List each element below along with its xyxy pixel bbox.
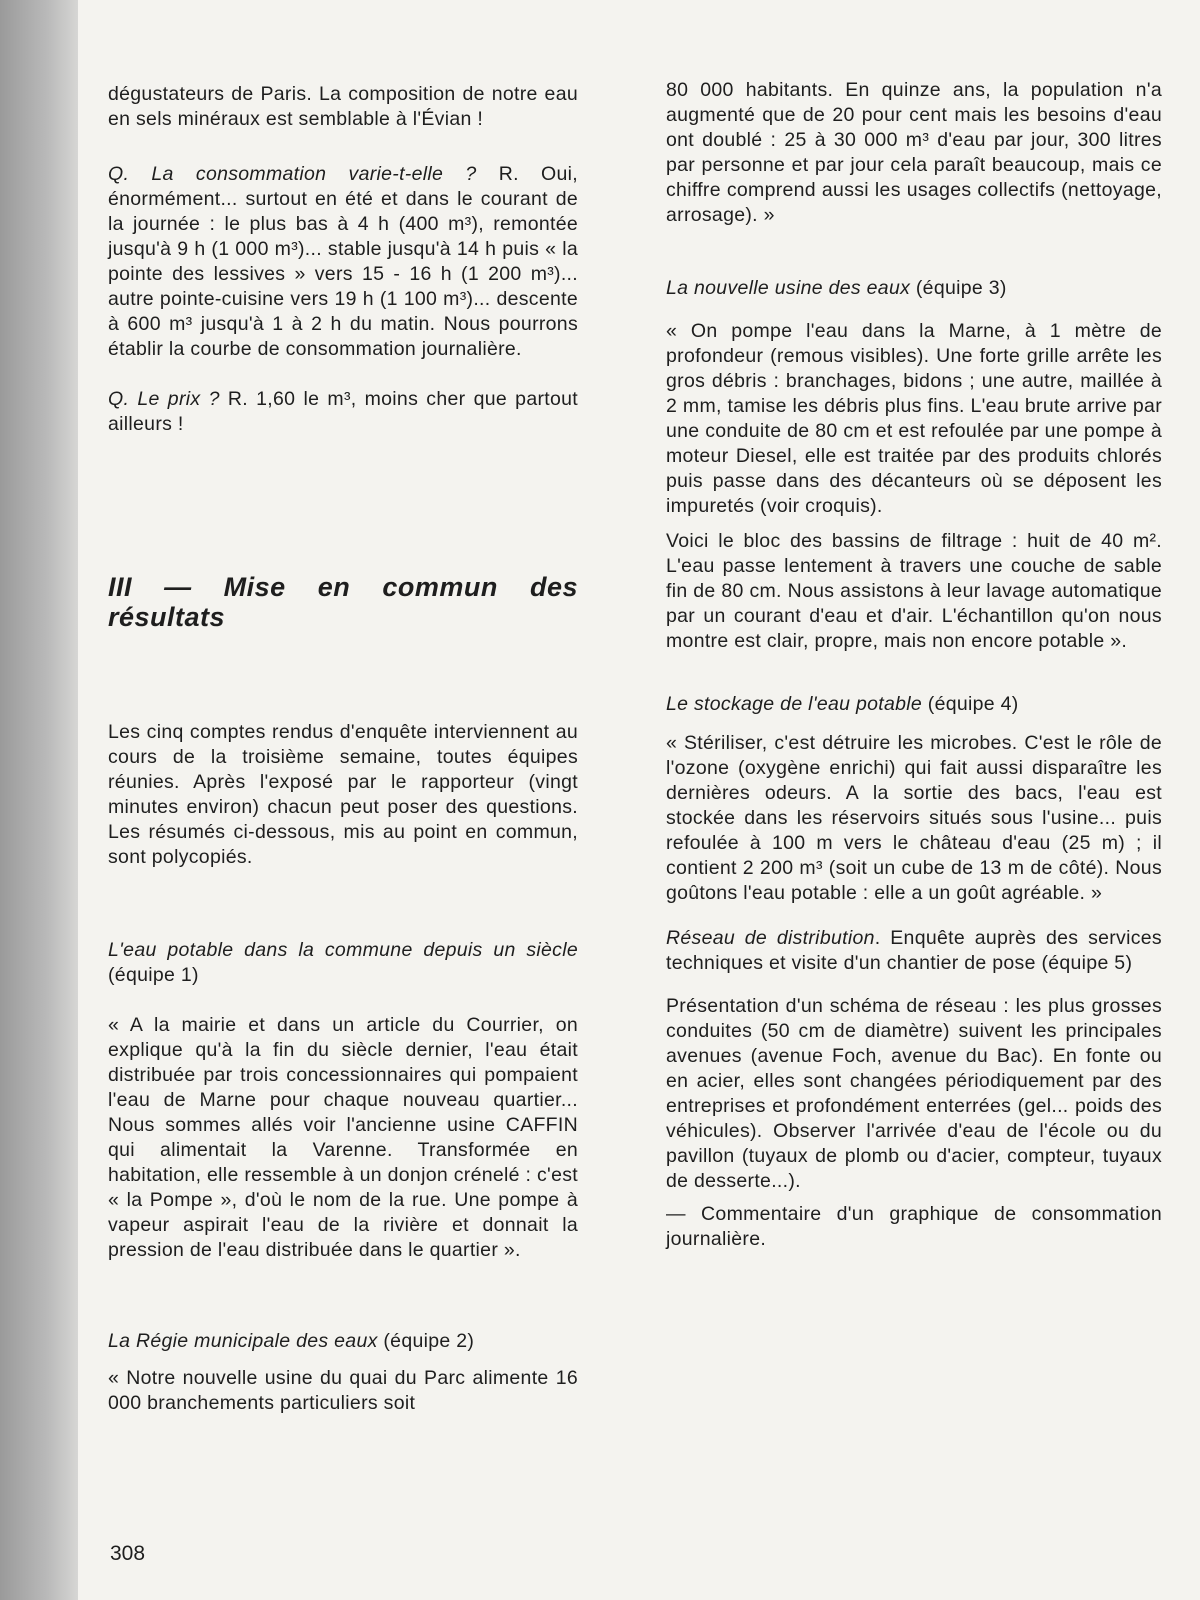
- team-label: (équipe 1): [108, 964, 199, 986]
- paragraph: — Commentaire d'un graphique de consommation journalière.: [666, 1203, 1162, 1250]
- answer: R. Oui, énormément... surtout en été et dans le courant de la journée : le plus bas à 4 h (400 m³), remontée jusqu'à 9 h (1 000 m³)... stable jusqu'à 14 h puis « la pointe des lessives » vers 15 - 16 h (1 200 m³)... autre pointe-cuisine vers 19 h (1 100 m³)... descente à 600 m³ jusqu'à 1 à 2 h du matin. Nous pourrons établir la courbe de consommation journalière.: [108, 163, 579, 360]
- subsection-title: [666, 692, 1162, 717]
- team-label: (équipe 2): [377, 1330, 475, 1352]
- paragraph: dégustateurs de Paris. La composition de notre eau en sels minéraux est semblable à l'Évian !: [108, 83, 578, 130]
- paragraph-text: . Enquête auprès des services techniques et visite d'un chantier de pose (équipe 5): [666, 927, 1162, 974]
- paragraph: Présentation d'un schéma de réseau : les plus grosses conduites (50 cm de diamètre) suivent les principales avenues (avenue Foch, avenue du Bac). En fonte ou en acier, elles sont changées périodiquement par des entreprises et profondément enterrées (gel... poids des véhicules). Observer l'arrivée d'eau de l'école ou du pavillon (tuyaux de plomb ou d'acier, compteur, tuyaux de desserte...).: [666, 995, 1162, 1192]
- question: Q. Le prix ?: [108, 388, 220, 410]
- paragraph: Les cinq comptes rendus d'enquête interviennent au cours de la troisième semaine, toutes équipes réunies. Après l'exposé par le rapporteur (vingt minutes environ) chacun peut poser des questions. Les résumés ci-dessous, mis au point en commun, sont polycopiés.: [108, 721, 578, 868]
- subsection-title-text: La Régie municipale des eaux: [108, 1330, 378, 1352]
- paragraph: [108, 387, 578, 437]
- paragraph: [666, 926, 1162, 976]
- answer: R. 1,60 le m³, moins cher que partout ailleurs !: [108, 388, 578, 435]
- subsection-title-text: Réseau de distribution: [666, 927, 875, 949]
- subsection-title-text: L'eau potable dans la commune depuis un siècle: [108, 939, 578, 961]
- subsection-title: [108, 938, 578, 988]
- subsection-title: [108, 1329, 578, 1354]
- paragraph: « Stériliser, c'est détruire les microbes. C'est le rôle de l'ozone (oxygène enrichi) qui fait aussi disparaître les dernières odeurs. A la sortie des bacs, l'eau est stockée dans les réservoirs situés sous l'usine... puis refoulée à 100 m vers le château d'eau (25 m) ; il contient 2 200 m³ (soit un cube de 13 m de côté). Nous goûtons l'eau potable : elle a un goût agréable. »: [666, 732, 1162, 904]
- scan-binding-edge: [0, 0, 78, 1600]
- team-label: (équipe 3): [910, 277, 1007, 299]
- right-column: [666, 78, 1162, 1252]
- paragraph: Voici le bloc des bassins de filtrage : huit de 40 m². L'eau passe lentement à travers une couche de sable fin de 80 cm. Nous assistons à leur lavage automatique par un courant d'eau et d'air. L'échantillon qu'on nous montre est clair, propre, mais non encore potable ».: [666, 530, 1162, 652]
- subsection-title-text: La nouvelle usine des eaux: [666, 277, 911, 299]
- paragraph: « On pompe l'eau dans la Marne, à 1 mètre de profondeur (remous visibles). Une forte grille arrête les gros débris : branchages, bidons ; une autre, maillée à 2 mm, tamise les débris plus fins. L'eau brute arrive par une conduite de 80 cm et est refoulée par une pompe à moteur Diesel, elle est traitée par des produits chlorés puis passe dans des décanteurs où se déposent les impuretés (voir croquis).: [666, 320, 1162, 517]
- paragraph: 80 000 habitants. En quinze ans, la population n'a augmenté que de 20 pour cent mais les besoins d'eau ont doublé : 25 à 30 000 m³ d'eau par jour, 300 litres par personne et par jour cela paraît beaucoup, mais ce chiffre comprend aussi les usages collectifs (nettoyage, arrosage). »: [666, 79, 1162, 226]
- subsection-title: [666, 276, 1162, 301]
- subsection-title-text: Le stockage de l'eau potable: [666, 693, 923, 715]
- paragraph: « A la mairie et dans un article du Courrier, on explique qu'à la fin du siècle dernier, l'eau était distribuée par trois concessionnaires qui pompaient l'eau de Marne pour chaque nouveau quartier... Nous sommes allés voir l'ancienne usine CAFFIN qui alimentait la Varenne. Transformée en habitation, elle ressemble à un donjon crénelé : c'est « la Pompe », d'où le nom de la rue. Une pompe à vapeur aspirait l'eau de la rivière et donnait la pression de l'eau distribuée dans le quartier ».: [108, 1014, 578, 1261]
- team-label: (équipe 4): [922, 693, 1019, 715]
- left-column: [108, 82, 578, 1416]
- paragraph: « Notre nouvelle usine du quai du Parc alimente 16 000 branchements particuliers soit: [108, 1367, 578, 1414]
- paragraph: [108, 162, 578, 362]
- page-number: 308: [110, 1542, 146, 1565]
- question: Q. La consommation varie-t-elle ?: [108, 163, 477, 185]
- section-heading: III — Mise en commun des résultats: [108, 572, 578, 632]
